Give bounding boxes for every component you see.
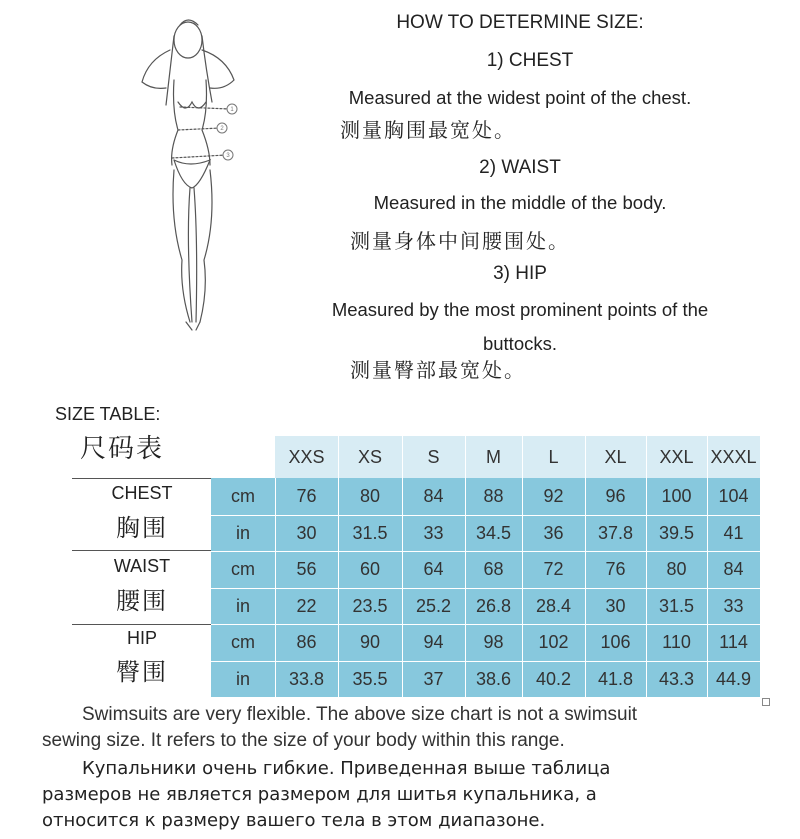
corner-marker — [762, 698, 770, 706]
table-cell: 114 — [719, 632, 748, 652]
size-header-xxxl: XXXL — [710, 447, 757, 467]
table-cell: 30 — [296, 522, 317, 543]
table-cell: 86 — [296, 632, 317, 652]
chest-desc-cn: 测量胸围最宽处。 — [340, 118, 516, 142]
chest-desc: Measured at the widest point of the chest. — [348, 87, 692, 108]
table-cell: 41.8 — [597, 668, 634, 689]
unit-cell: cm — [231, 559, 255, 579]
table-cell: 30 — [605, 595, 626, 616]
table-cell: 36 — [543, 522, 564, 543]
size-table-title: SIZE TABLE: — [55, 404, 161, 424]
waist-label: WAIST — [113, 556, 171, 576]
table-cell: 22 — [296, 595, 317, 616]
table-cell: 100 — [661, 486, 692, 506]
unit-cell: cm — [231, 632, 255, 652]
note-en-line1: Swimsuits are very flexible. The above size chart is not a swimsuit — [82, 704, 638, 725]
table-cell: 33.8 — [288, 668, 325, 689]
waist-desc-cn: 测量身体中间腰围处。 — [350, 229, 570, 253]
size-header-m: M — [486, 447, 501, 467]
table-cell: 106 — [600, 632, 631, 652]
hip-label: HIP — [126, 628, 157, 648]
hip-desc-line1: Measured by the most prominent points of the — [331, 299, 709, 320]
table-cell: 41 — [723, 522, 744, 543]
size-table-title-cn: 尺码表 — [80, 434, 165, 464]
size-header-l: L — [548, 447, 559, 467]
table-cell: 88 — [483, 486, 504, 506]
table-cell: 96 — [605, 486, 626, 506]
table-cell: 33 — [423, 522, 444, 543]
note-en-line2: sewing size. It refers to the size of your body within this range. — [42, 730, 565, 751]
table-cell: 80 — [666, 559, 687, 579]
table-cell: 33 — [723, 595, 744, 616]
table-cell: 104 — [718, 486, 749, 506]
chest-label: CHEST — [111, 483, 173, 503]
size-header-xxs: XXS — [288, 447, 325, 467]
waist-heading: 2) WAIST — [479, 157, 561, 178]
table-cell: 28.4 — [535, 595, 572, 616]
table-cell: 76 — [296, 486, 317, 506]
table-cell: 37.8 — [597, 522, 634, 543]
unit-cell: in — [235, 668, 250, 689]
table-cell: 34.5 — [475, 522, 512, 543]
table-cell: 26.8 — [475, 595, 512, 616]
hip-desc-cn: 测量臀部最宽处。 — [350, 358, 526, 382]
table-cell: 31.5 — [658, 595, 695, 616]
size-header-s: S — [427, 447, 440, 467]
hip-heading: 3) HIP — [493, 263, 547, 284]
measure-markers — [217, 104, 237, 160]
size-header-xxl: XXL — [659, 447, 694, 467]
waist-label-cn: 腰围 — [116, 587, 168, 615]
table-cell: 40.2 — [535, 668, 572, 689]
unit-cell: in — [235, 522, 250, 543]
table-cell: 64 — [423, 559, 444, 579]
size-table-grid — [211, 478, 760, 697]
table-cell: 68 — [483, 559, 504, 579]
table-cell: 25.2 — [415, 595, 452, 616]
table-cell: 56 — [296, 559, 317, 579]
table-cell: 35.5 — [352, 668, 388, 689]
table-cell: 92 — [543, 486, 564, 506]
chest-heading: 1) CHEST — [486, 50, 574, 71]
marker-3: 3 — [226, 153, 230, 159]
table-cell: 43.3 — [658, 668, 695, 689]
table-cell: 37 — [423, 668, 444, 689]
note-ru-line2: размеров не является размером для шитья купальника, а — [42, 784, 597, 805]
table-cell: 84 — [723, 559, 744, 579]
unit-cell: cm — [231, 486, 255, 506]
marker-1: 1 — [230, 107, 234, 113]
table-cell: 38.6 — [475, 668, 512, 689]
hip-label-cn: 臀围 — [116, 658, 168, 686]
hip-desc-line2: buttocks. — [482, 333, 558, 354]
waist-desc: Measured in the middle of the body. — [373, 192, 667, 213]
table-cell: 44.9 — [715, 668, 752, 689]
table-cell: 23.5 — [352, 595, 388, 616]
note-ru-line3: относится к размеру вашего тела в этом диапазоне. — [42, 810, 546, 831]
marker-2: 2 — [220, 126, 224, 132]
table-cell: 102 — [538, 632, 569, 652]
table-cell: 31.5 — [352, 522, 388, 543]
body-figure-illustration — [130, 10, 250, 340]
table-cell: 72 — [543, 559, 564, 579]
table-cell: 60 — [359, 559, 381, 579]
table-cell: 90 — [359, 632, 381, 652]
guide-title: HOW TO DETERMINE SIZE: — [396, 12, 644, 33]
table-cell: 94 — [423, 632, 444, 652]
size-header-row — [275, 436, 760, 478]
table-cell: 110 — [662, 632, 691, 652]
table-cell: 98 — [483, 632, 504, 652]
note-ru-line1: Купальники очень гибкие. Приведенная выше таблица — [82, 758, 611, 779]
unit-cell: in — [235, 595, 250, 616]
table-cell: 76 — [605, 559, 626, 579]
table-cell: 84 — [423, 486, 444, 506]
size-header-xl: XL — [604, 447, 627, 467]
table-cell: 80 — [359, 486, 381, 506]
chest-label-cn: 胸围 — [116, 514, 168, 542]
table-cell: 39.5 — [658, 522, 695, 543]
size-header-xs: XS — [357, 447, 382, 467]
